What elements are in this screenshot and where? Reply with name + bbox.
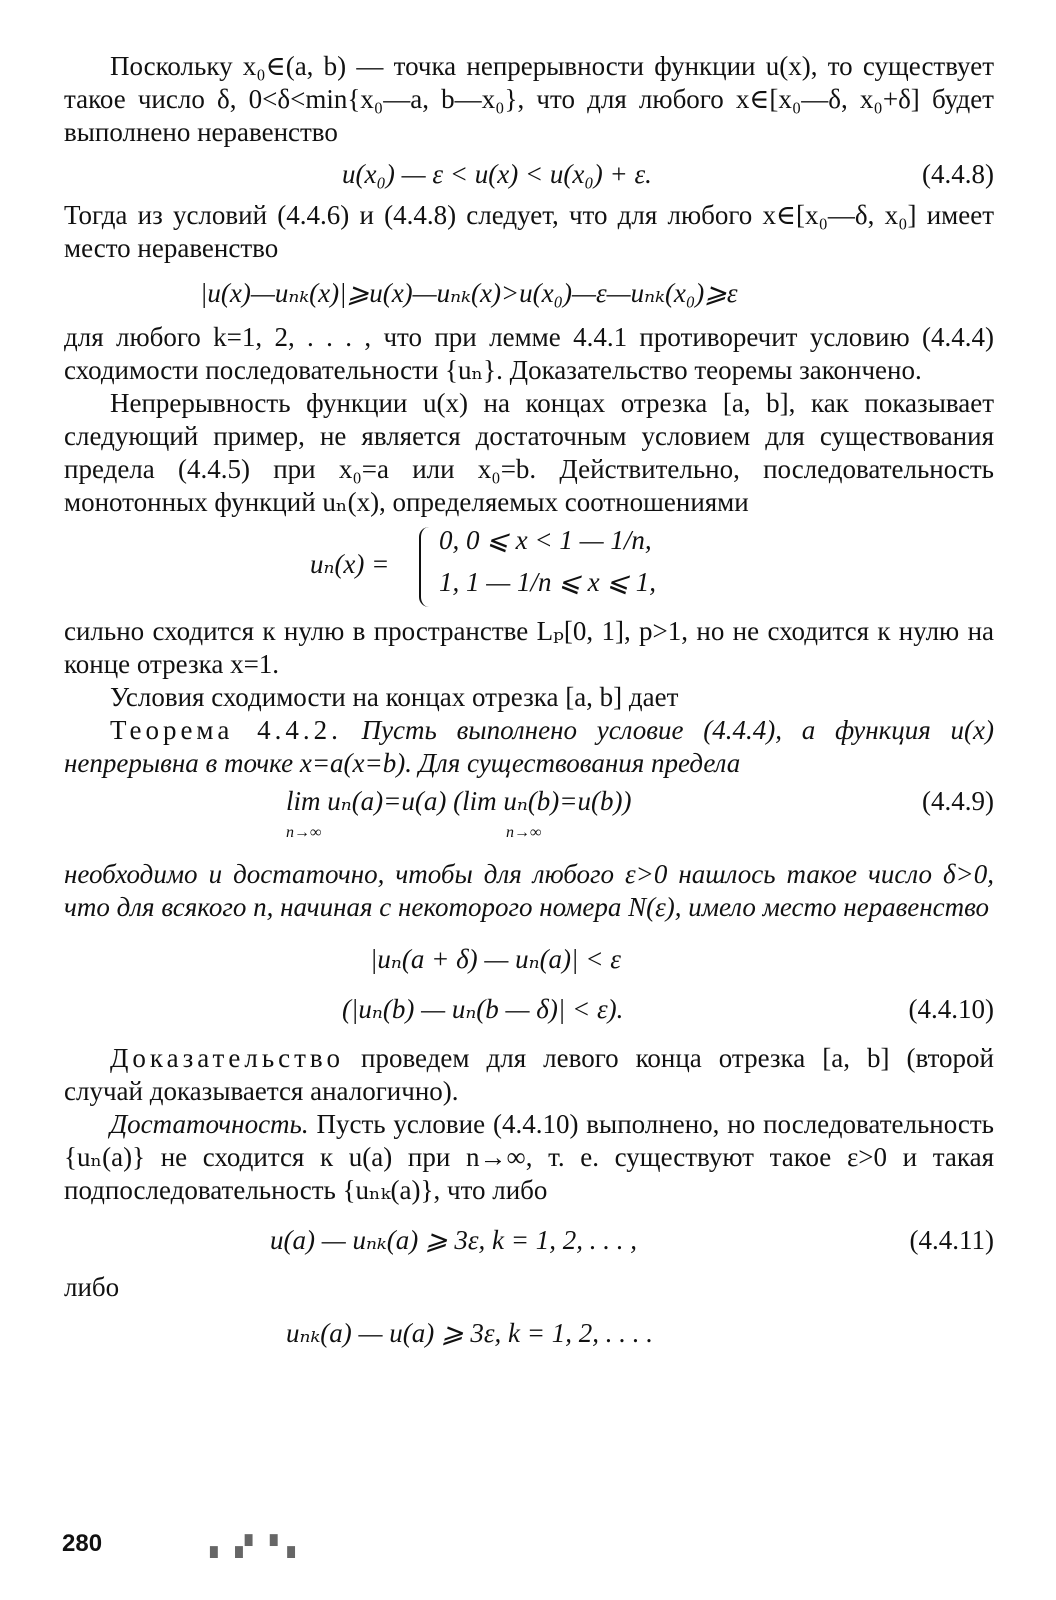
theorem-label: Теорема 4.4.2. xyxy=(110,715,342,745)
formula-expression: lim uₙ(a)=u(a) (lim uₙ(b)=u(b)) xyxy=(286,786,632,816)
equation-number: (4.4.9) xyxy=(922,786,994,816)
formula-expression: u(x₀) — ε < u(x) < u(x₀) + ε. xyxy=(342,159,652,189)
theorem-statement-continued: необходимо и достаточно, чтобы для любого ε>0 нашлось такое число δ>0, что для всякого n, начиная с некоторого номера N(ε), имело место неравенство xyxy=(64,859,994,922)
piecewise-lhs: uₙ(x) = xyxy=(310,549,390,579)
piecewise-row-2: 1, 1 — 1/n ⩽ x ⩽ 1, xyxy=(439,567,656,597)
paragraph-3: для любого k=1, 2, . . . , что при лемме 4.4.1 противоречит условию (4.4.4) сходимости последовательности {uₙ}. Доказательство теоремы закончено. xyxy=(64,322,994,385)
formula-expression: (|uₙ(b) — uₙ(b — δ)| < ε). xyxy=(342,994,624,1024)
proof-paragraph xyxy=(64,1042,994,1108)
formula-expression: |u(x)—uₙₖ(x)|⩾u(x)—uₙₖ(x)>u(x₀)—ε—uₙₖ(x₀)⩾ε xyxy=(200,278,738,308)
piecewise-row-1: 0, 0 ⩽ x < 1 — 1/n, xyxy=(439,525,652,555)
limit-subscript-1: n→∞ xyxy=(286,824,322,841)
equation-number: (4.4.8) xyxy=(922,159,994,189)
limit-subscript-2: n→∞ xyxy=(506,824,542,841)
paragraph-6: Условия сходимости на концах отрезка [a, b] дает xyxy=(110,682,679,712)
formula-expression: |uₙ(a + δ) — uₙ(a)| < ε xyxy=(370,944,621,974)
equation-number: (4.4.11) xyxy=(909,1225,994,1255)
print-smudge: ▖▗▘▝▗ xyxy=(210,1536,297,1558)
piecewise-definition xyxy=(64,519,994,615)
sufficiency-label: Достаточность. xyxy=(110,1109,309,1139)
libo-text: либо xyxy=(64,1272,120,1302)
formula-4-4-10-a xyxy=(64,934,994,984)
theorem-4-4-2 xyxy=(64,714,994,780)
formula-4-4-9 xyxy=(64,780,994,848)
proof-text: проведем для левого конца отрезка [a, b] (второй случай доказывается аналогично). xyxy=(64,1043,994,1106)
paragraph-4: Непрерывность функции u(x) на концах отрезка [a, b], как показывает следующий пример, не является достаточным условием для существования предела (4.4.5) при x₀=a или x₀=b. Действительно, последовательность монотонных функций uₙ(x), определяемых соотношениями xyxy=(64,388,994,517)
paragraph-1: Поскольку x₀∈(a, b) — точка непрерывности функции u(x), то существует такое число δ, 0<δ<min{x₀—a, b—x₀}, что для любого x∈[x₀—δ, x₀+δ] будет выполнено неравенство xyxy=(64,51,994,147)
paragraph-2: Тогда из условий (4.4.6) и (4.4.8) следует, что для любого x∈[x₀—δ, x₀] имеет место неравенство xyxy=(64,200,994,263)
page-number: 280 xyxy=(62,1530,103,1557)
formula-4-4-8 xyxy=(64,149,994,199)
equation-number: (4.4.10) xyxy=(908,994,994,1024)
formula-4-4-11 xyxy=(64,1215,994,1265)
left-brace xyxy=(419,527,435,607)
page-body xyxy=(64,50,994,1358)
formula-expression: u(a) — uₙₖ(a) ⩾ 3ε, k = 1, 2, . . . , xyxy=(270,1225,637,1255)
paragraph-5: сильно сходится к нулю в пространстве Lₚ[0, 1], p>1, но не сходится к нулю на конце отрезка x=1. xyxy=(64,616,994,679)
proof-label: Доказательство xyxy=(110,1043,344,1073)
formula-expression: uₙₖ(a) — u(a) ⩾ 3ε, k = 1, 2, . . . . xyxy=(286,1318,653,1348)
formula-last xyxy=(64,1308,994,1358)
theorem-statement: Пусть выполнено условие (4.4.4), а функция u(x) непрерывна в точке x=a(x=b). Для существования предела xyxy=(64,715,995,778)
sufficiency-text: Пусть условие (4.4.10) выполнено, но последовательность {uₙ(a)} не сходится к u(a) при n→∞, т. е. существуют такое ε>0 и такая подпоследовательность {uₙₖ(a)}, что либо xyxy=(64,1109,994,1205)
formula-inequality xyxy=(64,265,994,321)
sufficiency-paragraph xyxy=(64,1108,994,1207)
formula-4-4-10-b xyxy=(64,984,994,1034)
